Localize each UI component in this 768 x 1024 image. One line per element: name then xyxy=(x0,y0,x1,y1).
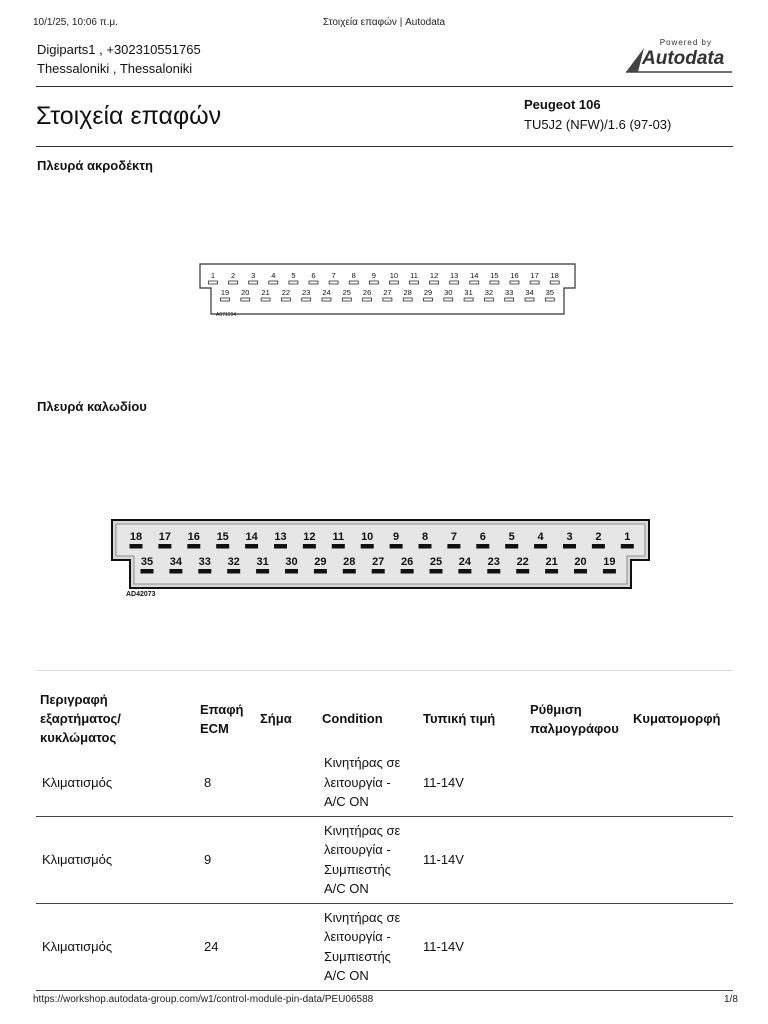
harness-pin-contact-19 xyxy=(603,569,616,574)
harness-pin-contact-31 xyxy=(256,569,269,574)
harness-pin-label-3: 3 xyxy=(566,531,573,543)
col-ecm-pin: Επαφή ECM xyxy=(200,701,244,736)
autodata-logo xyxy=(622,36,734,76)
harness-pin-contact-10 xyxy=(361,544,374,549)
table-row xyxy=(36,816,733,903)
dealer-name-phone: Digiparts1 , +302310551765 xyxy=(37,42,201,57)
harness-side-heading: Πλευρά καλωδίου xyxy=(37,399,147,414)
harness-pin-label-4: 4 xyxy=(537,531,544,543)
harness-pin-contact-3 xyxy=(563,544,576,549)
harness-pin-contact-4 xyxy=(534,544,547,549)
harness-pin-contact-12 xyxy=(303,544,316,549)
harness-pin-contact-25 xyxy=(430,569,443,574)
cell-scope-setting xyxy=(526,903,629,990)
harness-pin-label-29: 29 xyxy=(314,556,327,568)
harness-pin-label-34: 34 xyxy=(169,556,183,568)
cell-condition: Κινητήρας σε λειτουργία - Συμπιεστής A/C ON xyxy=(318,903,419,990)
harness-pin-contact-23 xyxy=(487,569,500,574)
terminal-pin-label-9: 9 xyxy=(371,271,376,280)
terminal-pin-contact-34 xyxy=(525,298,534,301)
terminal-pin-label-14: 14 xyxy=(470,271,479,280)
harness-pin-label-31: 31 xyxy=(256,556,269,568)
harness-pin-contact-13 xyxy=(274,544,287,549)
cell-ecm-pin: 9 xyxy=(196,816,256,903)
col-waveform: Κυματομορφή xyxy=(633,711,721,726)
terminal-pin-contact-33 xyxy=(505,298,514,301)
harness-pin-contact-20 xyxy=(574,569,587,574)
cell-waveform xyxy=(629,749,733,816)
title-divider xyxy=(36,146,733,147)
harness-pin-contact-32 xyxy=(227,569,240,574)
harness-pin-label-8: 8 xyxy=(421,531,429,543)
terminal-pin-label-22: 22 xyxy=(281,288,291,297)
cell-signal xyxy=(256,816,318,903)
harness-pin-contact-2 xyxy=(592,544,605,549)
terminal-pin-label-20: 20 xyxy=(241,288,250,297)
harness-pin-contact-21 xyxy=(545,569,558,574)
terminal-pin-label-28: 28 xyxy=(403,288,412,297)
terminal-pin-label-17: 17 xyxy=(530,271,539,280)
terminal-pin-label-10: 10 xyxy=(389,271,399,280)
terminal-side-connector-diagram xyxy=(195,258,585,320)
harness-pin-contact-24 xyxy=(458,569,471,574)
print-page-title: Στοιχεία επαφών | Autodata xyxy=(322,17,446,28)
harness-pin-contact-8 xyxy=(419,544,432,549)
terminal-pin-label-12: 12 xyxy=(429,271,439,280)
cell-typical-value: 11-14V xyxy=(419,749,526,816)
table-header-row xyxy=(36,688,733,749)
terminal-pin-contact-24 xyxy=(322,298,331,301)
terminal-pin-contact-20 xyxy=(241,298,250,301)
terminal-pin-contact-27 xyxy=(383,298,392,301)
harness-pin-contact-15 xyxy=(216,544,229,549)
harness-pin-contact-22 xyxy=(516,569,529,574)
terminal-pin-contact-35 xyxy=(545,298,554,301)
terminal-pin-label-18: 18 xyxy=(550,271,559,280)
harness-pin-label-11: 11 xyxy=(332,531,345,543)
cell-component: Κλιματισμός xyxy=(36,749,196,816)
col-scope-setting: Ρύθμιση παλμογράφου xyxy=(530,701,619,736)
harness-pin-label-27: 27 xyxy=(372,556,385,568)
harness-side-connector-diagram xyxy=(108,512,656,604)
terminal-pin-contact-13 xyxy=(450,281,459,284)
terminal-pin-contact-2 xyxy=(229,281,238,284)
terminal-pin-label-26: 26 xyxy=(362,288,372,297)
harness-pin-contact-9 xyxy=(390,544,403,549)
terminal-pin-label-31: 31 xyxy=(464,288,473,297)
terminal-pin-contact-23 xyxy=(302,298,311,301)
harness-pin-contact-16 xyxy=(187,544,200,549)
harness-pin-contact-1 xyxy=(621,544,634,549)
header-divider xyxy=(36,86,733,87)
terminal-pin-label-11: 11 xyxy=(410,271,418,280)
vehicle-model: Peugeot 106 xyxy=(524,97,601,112)
cell-component: Κλιματισμός xyxy=(36,816,196,903)
harness-pin-label-2: 2 xyxy=(595,531,602,543)
terminal-pin-label-8: 8 xyxy=(351,271,356,280)
cell-typical-value: 11-14V xyxy=(419,903,526,990)
harness-pin-contact-29 xyxy=(314,569,327,574)
terminal-pin-contact-12 xyxy=(430,281,439,284)
terminal-pin-contact-28 xyxy=(403,298,412,301)
terminal-pin-contact-18 xyxy=(550,281,559,284)
terminal-pin-contact-8 xyxy=(349,281,358,284)
harness-pin-label-24: 24 xyxy=(458,556,472,568)
harness-pin-label-12: 12 xyxy=(303,531,316,543)
cell-typical-value: 11-14V xyxy=(419,816,526,903)
harness-pin-contact-30 xyxy=(285,569,298,574)
cell-scope-setting xyxy=(526,816,629,903)
col-condition: Condition xyxy=(322,711,383,726)
logo-brand: Autodata xyxy=(642,48,725,69)
dealer-info xyxy=(37,40,201,78)
section-divider xyxy=(36,670,733,671)
terminal-pin-contact-30 xyxy=(444,298,453,301)
harness-pin-contact-7 xyxy=(447,544,460,549)
terminal-pin-label-2: 2 xyxy=(231,271,236,280)
print-datetime: 10/1/25, 10:06 π.μ. xyxy=(33,17,118,28)
harness-pin-label-26: 26 xyxy=(400,556,414,568)
harness-pin-label-30: 30 xyxy=(285,556,298,568)
terminal-pin-label-21: 21 xyxy=(261,288,270,297)
harness-pin-contact-17 xyxy=(158,544,171,549)
col-component: Περιγραφή εξαρτήματος/κυκλώματος xyxy=(40,692,121,745)
terminal-pin-contact-11 xyxy=(410,281,419,284)
terminal-pin-contact-31 xyxy=(464,298,473,301)
terminal-pin-label-13: 13 xyxy=(450,271,459,280)
harness-pin-contact-27 xyxy=(372,569,385,574)
harness-pin-label-32: 32 xyxy=(227,556,240,568)
harness-pin-label-22: 22 xyxy=(516,556,529,568)
harness-pin-label-18: 18 xyxy=(129,531,143,543)
harness-pin-label-25: 25 xyxy=(429,556,443,568)
harness-pin-label-35: 35 xyxy=(140,556,154,568)
terminal-pin-contact-17 xyxy=(530,281,539,284)
terminal-pin-label-4: 4 xyxy=(271,271,276,280)
cell-ecm-pin: 8 xyxy=(196,749,256,816)
harness-pin-label-7: 7 xyxy=(450,531,457,543)
pin-data-table xyxy=(36,688,733,991)
harness-pin-contact-33 xyxy=(198,569,211,574)
terminal-pin-label-7: 7 xyxy=(331,271,336,280)
cell-scope-setting xyxy=(526,749,629,816)
terminal-pin-label-24: 24 xyxy=(322,288,331,297)
harness-pin-label-5: 5 xyxy=(508,531,515,543)
terminal-pin-contact-22 xyxy=(281,298,290,301)
harness-pin-label-6: 6 xyxy=(479,531,486,543)
page-title: Στοιχεία επαφών xyxy=(36,102,222,130)
terminal-pin-label-5: 5 xyxy=(291,271,296,280)
col-signal: Σήμα xyxy=(260,711,292,726)
terminal-pin-label-3: 3 xyxy=(251,271,256,280)
harness-pin-label-28: 28 xyxy=(343,556,356,568)
terminal-pin-contact-3 xyxy=(249,281,258,284)
dealer-location: Thessaloniki , Thessaloniki xyxy=(37,61,193,76)
table-row xyxy=(36,749,733,816)
harness-pin-label-20: 20 xyxy=(574,556,587,568)
cell-component: Κλιματισμός xyxy=(36,903,196,990)
harness-pin-contact-14 xyxy=(245,544,258,549)
harness-pin-contact-35 xyxy=(141,569,154,574)
terminal-pin-label-23: 23 xyxy=(302,288,311,297)
harness-pin-contact-18 xyxy=(130,544,143,549)
harness-pin-label-19: 19 xyxy=(603,556,616,568)
terminal-pin-label-16: 16 xyxy=(510,271,519,280)
terminal-pin-contact-15 xyxy=(490,281,499,284)
harness-pin-label-15: 15 xyxy=(216,531,229,543)
terminal-pin-contact-25 xyxy=(342,298,351,301)
harness-pin-label-10: 10 xyxy=(361,531,374,543)
terminal-pin-label-15: 15 xyxy=(490,271,499,280)
terminal-pin-contact-7 xyxy=(329,281,338,284)
terminal-diagram-code: A071594 xyxy=(216,312,237,318)
harness-pin-label-13: 13 xyxy=(274,531,287,543)
terminal-pin-contact-16 xyxy=(510,281,519,284)
cell-ecm-pin: 24 xyxy=(196,903,256,990)
terminal-pin-contact-10 xyxy=(389,281,398,284)
harness-pin-contact-26 xyxy=(401,569,414,574)
harness-pin-label-9: 9 xyxy=(393,531,400,543)
terminal-pin-label-1: 1 xyxy=(210,271,216,280)
harness-pin-label-33: 33 xyxy=(198,556,211,568)
harness-pin-contact-34 xyxy=(169,569,182,574)
terminal-pin-label-29: 29 xyxy=(423,288,433,297)
harness-pin-label-14: 14 xyxy=(245,531,258,543)
terminal-pin-contact-4 xyxy=(269,281,278,284)
harness-pin-contact-5 xyxy=(505,544,518,549)
cell-signal xyxy=(256,903,318,990)
cell-condition: Κινητήρας σε λειτουργία - Συμπιεστής A/C ON xyxy=(318,816,419,903)
harness-pin-label-16: 16 xyxy=(187,531,200,543)
print-page-number: 1/8 xyxy=(724,994,738,1005)
terminal-pin-label-19: 19 xyxy=(220,288,230,297)
engine-code: TU5J2 (NFW)/1.6 (97-03) xyxy=(524,117,672,132)
harness-pin-contact-11 xyxy=(332,544,345,549)
terminal-pin-label-27: 27 xyxy=(383,288,392,297)
cell-waveform xyxy=(629,903,733,990)
cell-signal xyxy=(256,749,318,816)
terminal-pin-label-25: 25 xyxy=(342,288,351,297)
terminal-pin-contact-14 xyxy=(470,281,479,284)
terminal-pin-contact-6 xyxy=(309,281,318,284)
terminal-pin-label-32: 32 xyxy=(484,288,494,297)
terminal-pin-contact-32 xyxy=(484,298,493,301)
terminal-pin-contact-9 xyxy=(369,281,378,284)
logo-powered-by: Powered by xyxy=(659,38,712,47)
terminal-pin-contact-19 xyxy=(221,298,230,301)
harness-diagram-code: AD42073 xyxy=(126,591,156,598)
harness-pin-label-1: 1 xyxy=(624,531,631,543)
harness-pin-label-17: 17 xyxy=(158,531,172,543)
col-typical-value: Τυπική τιμή xyxy=(423,711,496,726)
terminal-pin-label-6: 6 xyxy=(311,271,316,280)
terminal-pin-contact-5 xyxy=(289,281,298,284)
terminal-pin-label-30: 30 xyxy=(444,288,453,297)
cell-waveform xyxy=(629,816,733,903)
terminal-pin-label-33: 33 xyxy=(505,288,514,297)
terminal-pin-contact-21 xyxy=(261,298,270,301)
cell-condition: Κινητήρας σε λειτουργία - A/C ON xyxy=(318,749,419,816)
print-url: https://workshop.autodata-group.com/w1/control-module-pin-data/PEU06588 xyxy=(33,994,374,1005)
terminal-pin-contact-1 xyxy=(209,281,218,284)
harness-pin-label-21: 21 xyxy=(545,556,558,568)
table-row xyxy=(36,903,733,990)
terminal-side-heading: Πλευρά ακροδέκτη xyxy=(37,158,153,173)
harness-pin-contact-28 xyxy=(343,569,356,574)
harness-pin-label-23: 23 xyxy=(487,556,500,568)
harness-pin-contact-6 xyxy=(476,544,489,549)
terminal-pin-label-35: 35 xyxy=(545,288,554,297)
terminal-pin-label-34: 34 xyxy=(525,288,534,297)
terminal-pin-contact-29 xyxy=(424,298,433,301)
terminal-pin-contact-26 xyxy=(363,298,372,301)
